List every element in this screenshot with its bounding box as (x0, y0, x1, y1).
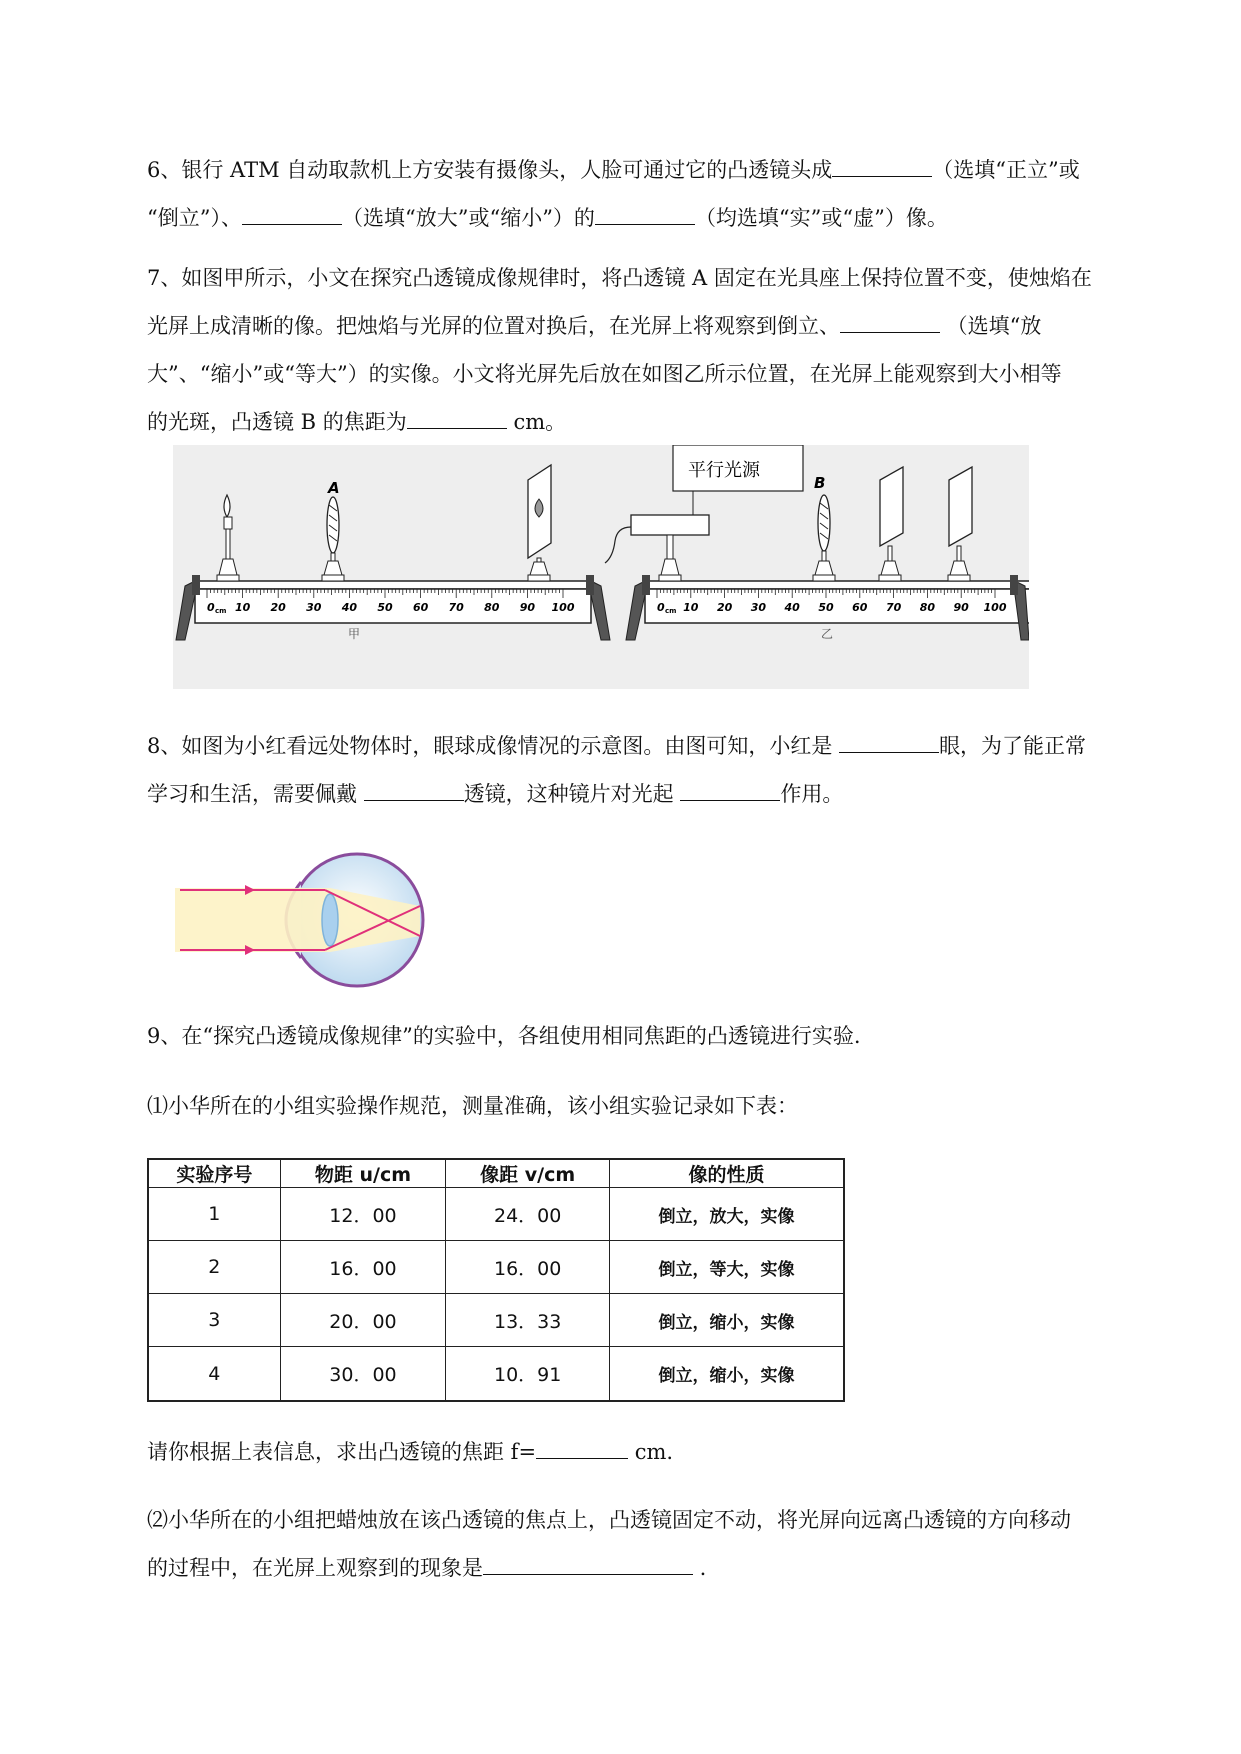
svg-text:甲: 甲 (348, 627, 361, 641)
answer-blank[interactable] (595, 202, 695, 225)
right-tick-label: 70 (885, 601, 902, 614)
ruler-unit-label: cm (215, 607, 227, 615)
optical-bench-figure (173, 445, 1029, 689)
answer-blank[interactable] (832, 154, 932, 177)
left-tick-label: 0 (207, 601, 215, 614)
right-tick-label: 0 (657, 601, 665, 614)
right-tick-label: 20 (716, 601, 733, 614)
q7-line-1: 7、如图甲所示，小文在探究凸透镜成像规律时，将凸透镜 A 固定在光具座上保持位置不变，使烛焰在 (147, 266, 1092, 290)
left-tick-label: 50 (377, 601, 393, 614)
table-row: 1 12．00 24．00 倒立，放大，实像 (148, 1188, 844, 1241)
left-tick-label: 60 (412, 601, 429, 614)
right-tick-label: 60 (852, 601, 868, 614)
svg-text:乙: 乙 (821, 627, 834, 641)
answer-blank[interactable] (536, 1436, 628, 1459)
left-tick-label: 70 (448, 601, 464, 614)
answer-blank[interactable] (839, 730, 939, 753)
left-tick-label: 20 (270, 601, 286, 614)
right-tick-label: 40 (784, 601, 800, 614)
q7-line-4: 的光斑，凸透镜 B 的焦距为 cm。 (147, 398, 1147, 446)
q9-part-2: ⑵小华所在的小组把蜡烛放在该凸透镜的焦点上，凸透镜固定不动，将光屏向远离凸透镜的方向移动 的过程中，在光屏上观察到的现象是 . (147, 1508, 1071, 1580)
table-row: 3 20．00 13．33 倒立，缩小，实像 (148, 1294, 844, 1347)
right-tick-label: 30 (750, 601, 767, 614)
header-image-distance: 像距 v/cm (446, 1159, 610, 1188)
svg-text:平行光源: 平行光源 (688, 460, 760, 481)
q6-line-1: 6、银行 ATM 自动取款机上方安装有摄像头，人脸可通过它的凸透镜头成 （选填“正立”或 (147, 146, 1147, 194)
experiment-table (147, 1158, 845, 1402)
right-tick-label: 90 (953, 601, 969, 614)
q8-line-1: 8、如图为小红看远处物体时，眼球成像情况的示意图。由图可知，小红是 眼，为了能正常 (147, 722, 1147, 770)
right-tick-label: 80 (919, 601, 936, 614)
right-tick-label: 10 (683, 601, 699, 614)
left-tick-label: 80 (484, 601, 500, 614)
question-7 (147, 254, 1147, 446)
answer-blank[interactable] (364, 778, 464, 801)
header-image-nature: 像的性质 (610, 1159, 844, 1188)
answer-blank[interactable] (242, 202, 342, 225)
q9-line-1: 9、在“探究凸透镜成像规律”的实验中，各组使用相同焦距的凸透镜进行实验. (147, 1024, 861, 1048)
q8-line-2: 学习和生活，需要佩戴 透镜，这种镜片对光起 作用。 (147, 770, 1147, 818)
right-tick-label: 100 (983, 601, 1007, 614)
table-row: 4 30．00 10．91 倒立，缩小，实像 (148, 1347, 844, 1401)
question-9 (147, 1012, 1147, 1060)
answer-blank[interactable] (680, 778, 780, 801)
ruler-unit-label: cm (665, 607, 677, 615)
question-6 (147, 146, 1147, 242)
svg-text:B: B (814, 474, 826, 492)
left-tick-label: 10 (234, 601, 251, 614)
table-row: 2 16．00 16．00 倒立，等大，实像 (148, 1241, 844, 1294)
header-index: 实验序号 (148, 1159, 280, 1188)
left-tick-label: 90 (519, 601, 536, 614)
header-object-distance: 物距 u/cm (280, 1159, 446, 1188)
q7-line-2: 光屏上成清晰的像。把烛焰与光屏的位置对换后，在光屏上将观察到倒立、 （选填“放 (147, 302, 1147, 350)
svg-text:A: A (328, 479, 340, 497)
table-header-row (148, 1159, 844, 1188)
eye-diagram (175, 848, 435, 998)
question-8 (147, 722, 1147, 818)
q9-focal-question: 请你根据上表信息，求出凸透镜的焦距 f= cm. (147, 1428, 1147, 1476)
left-tick-label: 30 (306, 601, 322, 614)
answer-blank[interactable] (483, 1552, 693, 1575)
answer-blank[interactable] (840, 310, 940, 333)
q9-part-1: ⑴小华所在的小组实验操作规范，测量准确，该小组实验记录如下表： (147, 1094, 798, 1118)
left-tick-label: 100 (551, 601, 575, 614)
left-tick-label: 40 (341, 601, 358, 614)
q7-line-3: 大”、“缩小”或“等大”）的实像。小文将光屏先后放在如图乙所示位置，在光屏上能观察到大小相等 (147, 362, 1062, 386)
answer-blank[interactable] (407, 406, 507, 429)
right-tick-label: 50 (818, 601, 834, 614)
q6-line-2: “倒立”）、 （选填“放大”或“缩小”）的 （均选填“实”或“虚”）像。 (147, 194, 1147, 242)
